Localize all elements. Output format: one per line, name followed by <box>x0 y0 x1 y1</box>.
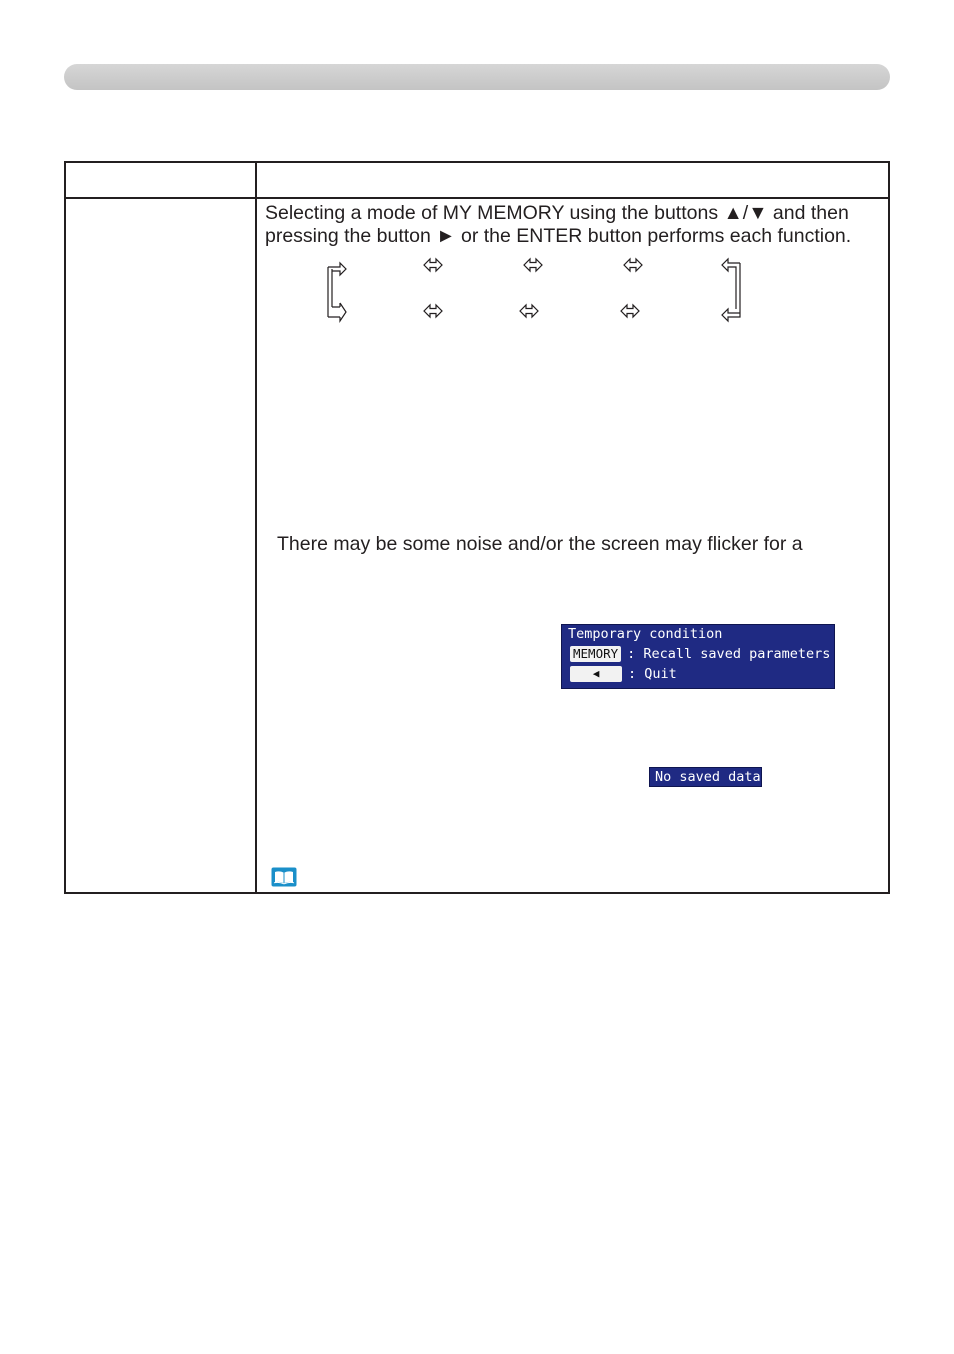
osd-memory-action: : Recall saved parameters <box>627 646 831 662</box>
double-arrow-icon <box>524 259 542 271</box>
double-arrow-icon <box>624 259 642 271</box>
temporary-condition-osd <box>561 624 835 689</box>
memory-key-chip: MEMORY <box>570 646 621 662</box>
description-line-1: Selecting a mode of MY MEMORY using the buttons ▲/▼ and then <box>265 202 849 224</box>
osd-title: Temporary condition <box>568 626 723 642</box>
double-arrow-icon <box>520 305 538 317</box>
right-cycle-bracket-icon <box>722 259 740 321</box>
section-header-bar <box>64 64 890 90</box>
left-arrow-key-chip: ◀ <box>570 666 622 682</box>
book-icon <box>271 867 297 887</box>
description-line-2: pressing the button ► or the ENTER button performs each function. <box>265 225 852 247</box>
double-arrow-icon <box>621 305 639 317</box>
no-saved-data-osd: No saved data <box>649 767 762 787</box>
table-column-divider <box>255 163 257 892</box>
memory-cycle-diagram <box>320 255 750 323</box>
table-header-divider <box>66 197 888 199</box>
double-arrow-icon <box>424 305 442 317</box>
noise-note: There may be some noise and/or the screen may flicker for a <box>277 533 803 555</box>
double-arrow-icon <box>424 259 442 271</box>
osd-quit-row <box>570 665 677 683</box>
left-cycle-bracket-icon <box>328 263 346 321</box>
osd-memory-row <box>570 645 830 663</box>
osd-quit-action: : Quit <box>628 666 677 682</box>
